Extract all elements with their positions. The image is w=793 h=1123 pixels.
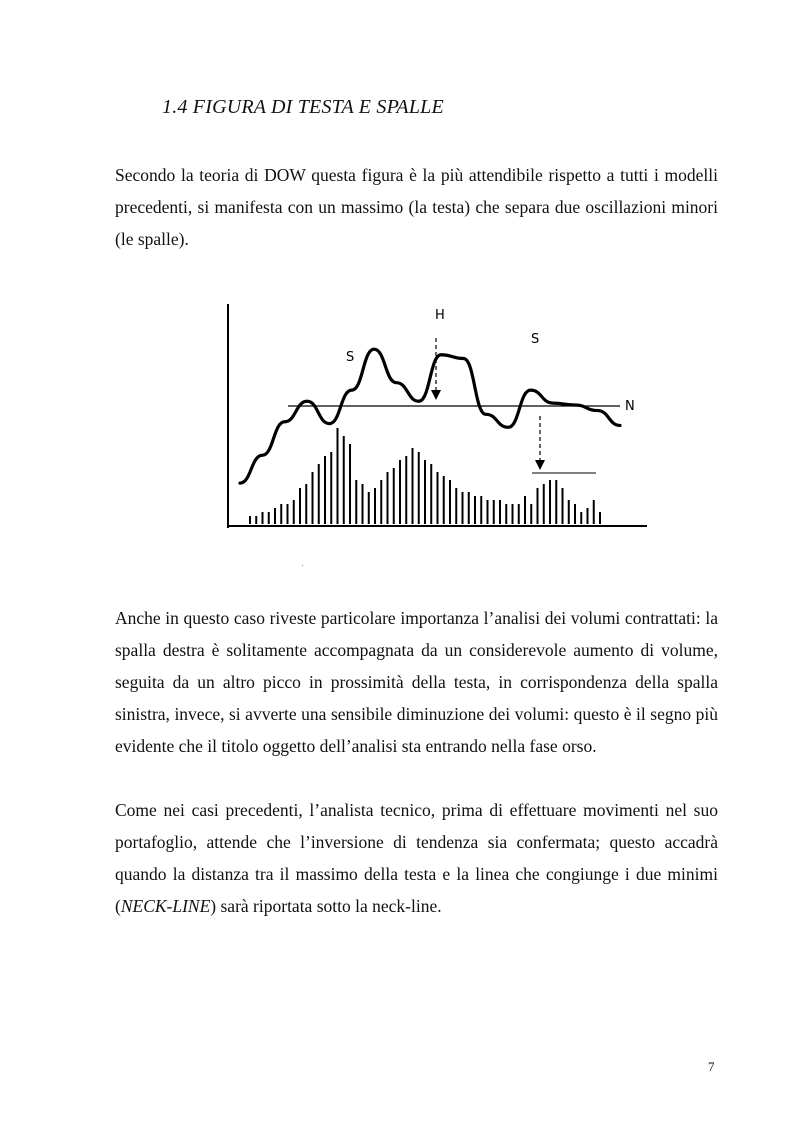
neckline-label: N bbox=[625, 399, 635, 414]
paragraph-intro: Secondo la teoria di DOW questa figura è la più attendibile rispetto a tutti i modelli precedenti, si manifesta con un massimo (la testa) che separa due oscillazioni minori (le spalle). bbox=[115, 165, 718, 249]
paragraph-volumes: Anche in questo caso riveste particolare importanza l’analisi dei volumi contrattati: la spalla destra è solitamente accompagnata da un considerevole aumento di volume, seguita da un altro picco in prossimità della testa, in corrispondenza della spalla sinistra, invece, si avverte una sensibile diminuzione dei volumi: questo è il segno più evidente che il titolo oggetto dell’analisi sta entrando nella fase orso. bbox=[115, 608, 718, 756]
left-shoulder-label: S bbox=[346, 350, 355, 365]
stray-mark bbox=[302, 565, 303, 566]
target-arrow-icon bbox=[535, 460, 545, 470]
right-shoulder-label: S bbox=[531, 332, 540, 347]
paragraph-confirmation-text-b: ) sarà riportata sotto la neck-line. bbox=[210, 896, 442, 916]
section-heading: 1.4 FIGURA DI TESTA E SPALLE bbox=[162, 96, 444, 118]
head-label: H bbox=[435, 308, 445, 323]
price-line bbox=[240, 349, 620, 483]
head-and-shoulders-chart bbox=[210, 298, 660, 543]
page-number: 7 bbox=[708, 1059, 715, 1074]
head-and-shoulders-figure bbox=[210, 298, 660, 543]
paragraph-confirmation-text-a: Come nei casi precedenti, l’analista tecnico, prima di effettuare movimenti nel suo portafoglio, attende che l’inversione di tendenza sia confermata; questo accadrà quando la distanza tra il massimo della testa e la linea che congiunge i due minimi ( bbox=[115, 800, 718, 916]
head-arrow-icon bbox=[431, 390, 441, 400]
volume-bars bbox=[250, 428, 600, 524]
paragraph-confirmation bbox=[115, 794, 718, 922]
neck-line-term: NECK-LINE bbox=[120, 896, 211, 916]
